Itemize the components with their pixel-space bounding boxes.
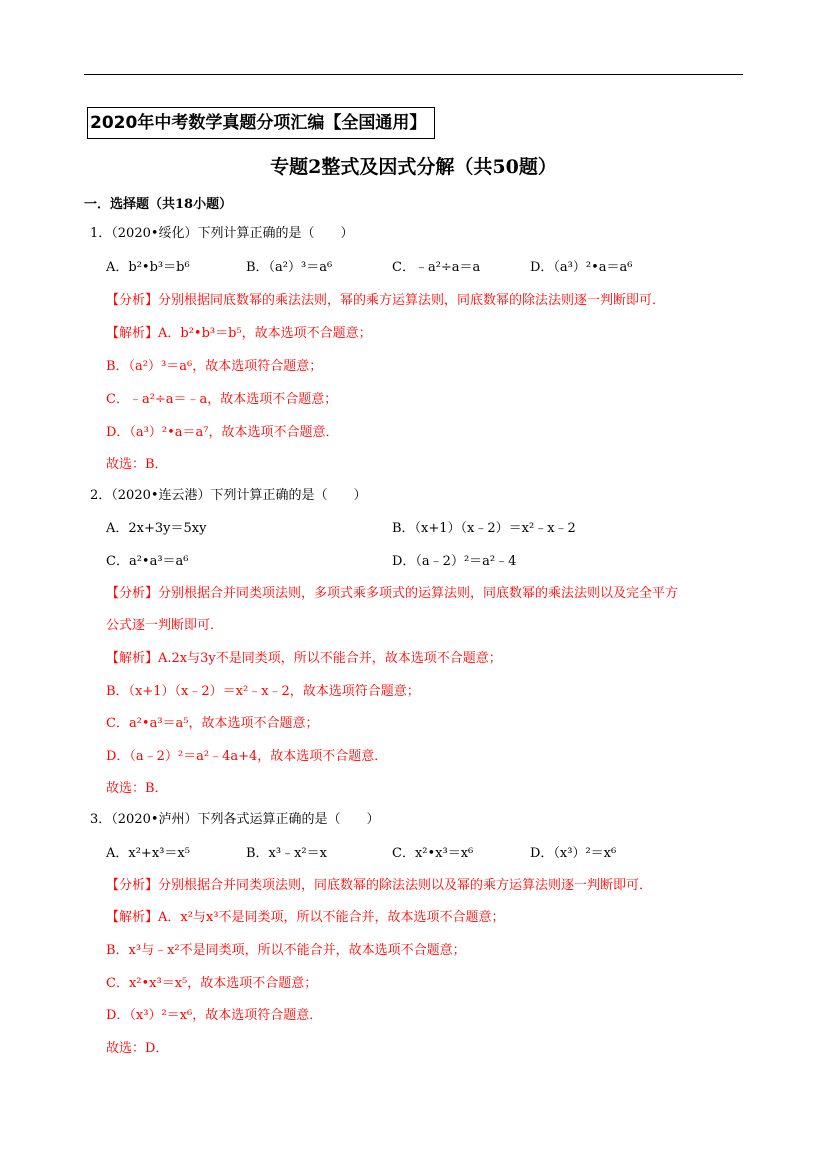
question-1-option-b: B．（a²）³＝a⁶	[246, 260, 333, 275]
header-rule	[84, 74, 743, 75]
question-2-stem: 2．（2020•连云港）下列计算正确的是（ ）	[90, 488, 367, 503]
question-1-answer: 故选：B．	[106, 457, 168, 472]
question-2-solution-line: C．a²•a³＝a⁵，故本选项不合题意；	[106, 716, 319, 731]
question-3-analysis: 【分析】分别根据合并同类项法则，同底数幂的除法法则以及幂的乘方运算法则逐一判断即可．	[106, 878, 653, 893]
question-1-option-a: A．b²•b³＝b⁶	[106, 260, 190, 275]
page-title: 专题2整式及因式分解（共50题）	[270, 156, 557, 178]
question-1-solution-line: C．﹣a²÷a＝﹣a，故本选项不合题意；	[106, 392, 338, 407]
question-3-solution-line: B．x³与﹣x²不是同类项，所以不能合并，故本选项不合题意；	[106, 943, 466, 958]
question-2-option-b: B．（x+1）（x﹣2）＝x²﹣x﹣2	[392, 521, 576, 536]
question-3-stem: 3．（2020•泸州）下列各式运算正确的是（ ）	[90, 812, 380, 827]
question-3-option-d: D．（x³）²＝x⁶	[530, 846, 617, 861]
question-2-solution-line: D．（a﹣2）²＝a²﹣4a+4，故本选项不合题意．	[106, 749, 388, 764]
question-2-analysis-cont: 公式逐一判断即可．	[106, 618, 224, 633]
question-3-solution-line: C．x²•x³＝x⁵，故本选项不合题意；	[106, 976, 318, 991]
question-3-solution-line: D．（x³）²＝x⁶，故本选项符合题意．	[106, 1008, 323, 1023]
question-2-option-c: C．a²•a³＝a⁶	[106, 554, 189, 569]
question-1-option-c: C．﹣a²÷a＝a	[392, 260, 481, 275]
question-2-solution-line: B．（x+1）（x﹣2）＝x²﹣x﹣2，故本选项符合题意；	[106, 684, 420, 699]
question-3-option-a: A．x²+x³＝x⁵	[106, 846, 190, 861]
question-1-solution-line: D．（a³）²•a＝a⁷，故本选项不合题意．	[106, 425, 339, 440]
question-1-solution-line: B．（a²）³＝a⁶，故本选项符合题意；	[106, 359, 323, 374]
question-2-analysis: 【分析】分别根据合并同类项法则，多项式乘多项式的运算法则，同底数幂的乘法法则以及完全平方	[106, 586, 679, 601]
question-3-option-c: C．x²•x³＝x⁶	[392, 846, 474, 861]
question-2-solution-line: 【解析】A.2x与3y不是同类项，所以不能合并，故本选项不合题意；	[106, 651, 502, 666]
question-1-stem: 1．（2020•绥化）下列计算正确的是（ ）	[90, 226, 354, 241]
question-1-option-d: D．（a³）²•a＝a⁶	[530, 260, 633, 275]
question-3-option-b: B．x³﹣x²＝x	[246, 846, 327, 861]
question-3-solution-line: 【解析】A．x²与x³不是同类项，所以不能合并，故本选项不合题意；	[106, 910, 505, 925]
question-2-answer: 故选：B．	[106, 781, 168, 796]
question-1-solution-line: 【解析】A．b²•b³＝b⁵，故本选项不合题意；	[106, 326, 372, 341]
question-2-option-a: A．2x+3y＝5xy	[106, 521, 207, 536]
series-badge: 2020年中考数学真题分项汇编【全国通用】	[87, 107, 435, 139]
question-2-option-d: D．（a﹣2）²＝a²﹣4	[392, 554, 517, 569]
question-1-analysis: 【分析】分别根据同底数幂的乘法法则，幂的乘方运算法则，同底数幂的除法法则逐一判断即可．	[106, 293, 666, 308]
section-heading: 一．选择题（共18小题）	[84, 197, 233, 212]
question-3-answer: 故选：D．	[106, 1041, 169, 1056]
